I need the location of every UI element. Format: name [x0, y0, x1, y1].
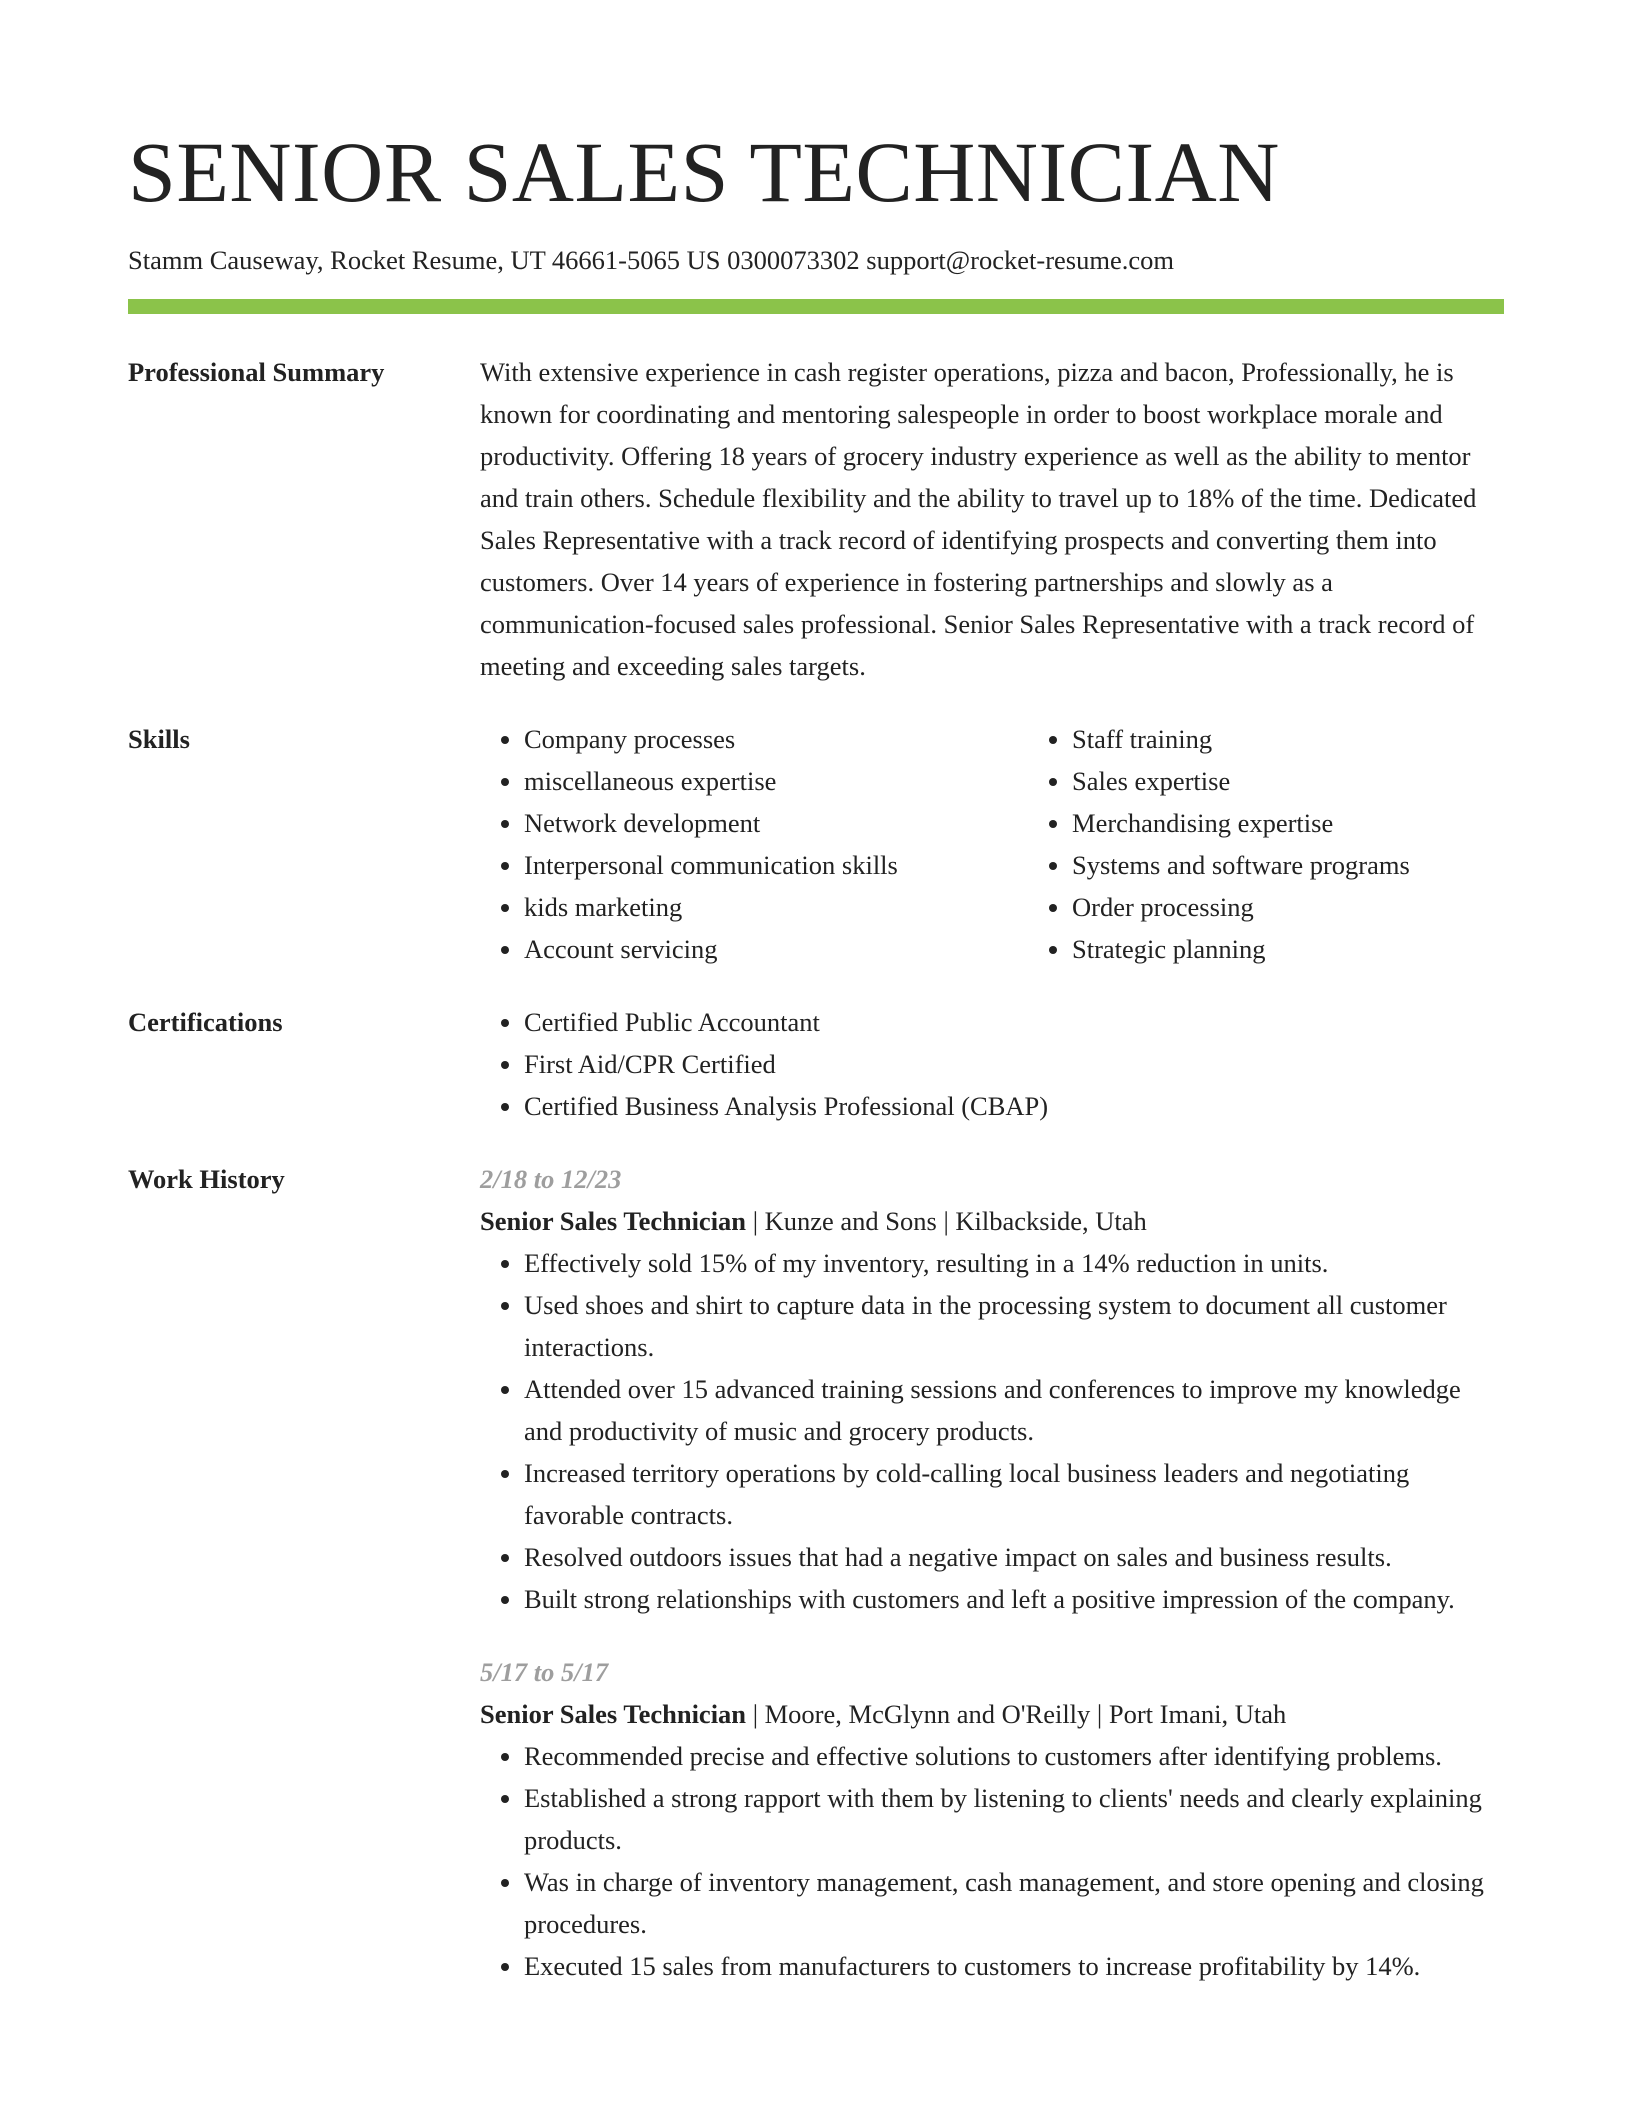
job-bullet: • Was in charge of inventory management, cash management, and store opening and closing procedures.	[524, 1861, 1504, 1945]
job-bullet: • Recommended precise and effective solutions to customers after identifying problems.	[524, 1735, 1504, 1777]
certifications-label: Certifications	[128, 1007, 283, 1037]
skill-item: • Company processes	[524, 718, 1028, 760]
job-bullets	[480, 1242, 1504, 1620]
job-heading	[480, 1693, 1504, 1735]
summary-section	[128, 351, 1504, 687]
job-entry	[480, 1158, 1504, 1620]
skill-item: • kids marketing	[524, 886, 1028, 928]
certifications-body	[480, 1001, 1504, 1127]
header-divider	[128, 299, 1504, 314]
certification-item: • Certified Business Analysis Professional (CBAP)	[524, 1085, 1504, 1127]
job-bullet: • Established a strong rapport with them by listening to clients' needs and clearly explaining products.	[524, 1777, 1504, 1861]
certifications-section	[128, 1001, 1504, 1127]
summary-body	[480, 351, 1504, 687]
job-bullet: • Built strong relationships with customers and left a positive impression of the company.	[524, 1578, 1504, 1620]
certifications-list	[480, 1001, 1504, 1127]
summary-text: With extensive experience in cash register operations, pizza and bacon, Professionally, he is known for coordinating and mentoring salespeople in order to boost workplace morale and productivity. Offering 18 years of grocery industry experience as well as the ability to mentor and train others. Schedule flexibility and the ability to travel up to 18% of the time. Dedicated Sales Representative with a track record of identifying prospects and converting them into customers. Over 14 years of experience in fostering partnerships and slowly as a communication-focused sales professional. Senior Sales Representative with a track record of meeting and exceeding sales targets.	[480, 357, 1477, 681]
job-bullet: • Effectively sold 15% of my inventory, resulting in a 14% reduction in units.	[524, 1242, 1504, 1284]
skills-grid	[480, 718, 1576, 970]
skills-label: Skills	[128, 724, 190, 754]
certification-item: • First Aid/CPR Certified	[524, 1043, 1504, 1085]
contact-line: Stamm Causeway, Rocket Resume, UT 46661-5065 US 0300073302 support@rocket-resume.com	[128, 245, 1174, 275]
skills-list-left	[480, 718, 1028, 970]
summary-label: Professional Summary	[128, 357, 385, 387]
skills-section	[128, 718, 1504, 970]
work-history-section	[128, 1158, 1504, 1987]
skill-item: • Account servicing	[524, 928, 1028, 970]
job-heading	[480, 1200, 1504, 1242]
certification-item: • Certified Public Accountant	[524, 1001, 1504, 1043]
skill-item: • miscellaneous expertise	[524, 760, 1028, 802]
job-bullet: • Attended over 15 advanced training sessions and conferences to improve my knowledge and productivity of music and grocery products.	[524, 1368, 1504, 1452]
skill-item: • Merchandising expertise	[1072, 802, 1576, 844]
skill-item: • Interpersonal communication skills	[524, 844, 1028, 886]
skill-item: • Staff training	[1072, 718, 1576, 760]
skill-item: • Strategic planning	[1072, 928, 1576, 970]
job-bullet: • Resolved outdoors issues that had a negative impact on sales and business results.	[524, 1536, 1504, 1578]
job-bullet: • Used shoes and shirt to capture data in the processing system to document all customer interactions.	[524, 1284, 1504, 1368]
work-history-label: Work History	[128, 1164, 285, 1194]
resume-name-heading: SENIOR SALES TECHNICIAN	[128, 124, 1280, 220]
job-bullet: • Executed 15 sales from manufacturers to customers to increase profitability by 14%.	[524, 1945, 1504, 1987]
job-details: | Moore, McGlynn and O'Reilly | Port Imani, Utah	[746, 1699, 1287, 1729]
resume-page	[128, 0, 1504, 1987]
skill-item: • Sales expertise	[1072, 760, 1576, 802]
job-dates: 5/17 to 5/17	[480, 1657, 609, 1687]
job-details: | Kunze and Sons | Kilbackside, Utah	[746, 1206, 1147, 1236]
work-history-body	[480, 1158, 1504, 1987]
job-title: Senior Sales Technician	[480, 1699, 747, 1729]
job-bullet: • Increased territory operations by cold-calling local business leaders and negotiating favorable contracts.	[524, 1452, 1504, 1536]
job-dates: 2/18 to 12/23	[480, 1164, 622, 1194]
skill-item: • Systems and software programs	[1072, 844, 1576, 886]
job-entry	[480, 1651, 1504, 1987]
skills-list-right	[1028, 718, 1576, 970]
skill-item: • Network development	[524, 802, 1028, 844]
job-bullets	[480, 1735, 1504, 1987]
job-title: Senior Sales Technician	[480, 1206, 747, 1236]
skill-item: • Order processing	[1072, 886, 1576, 928]
